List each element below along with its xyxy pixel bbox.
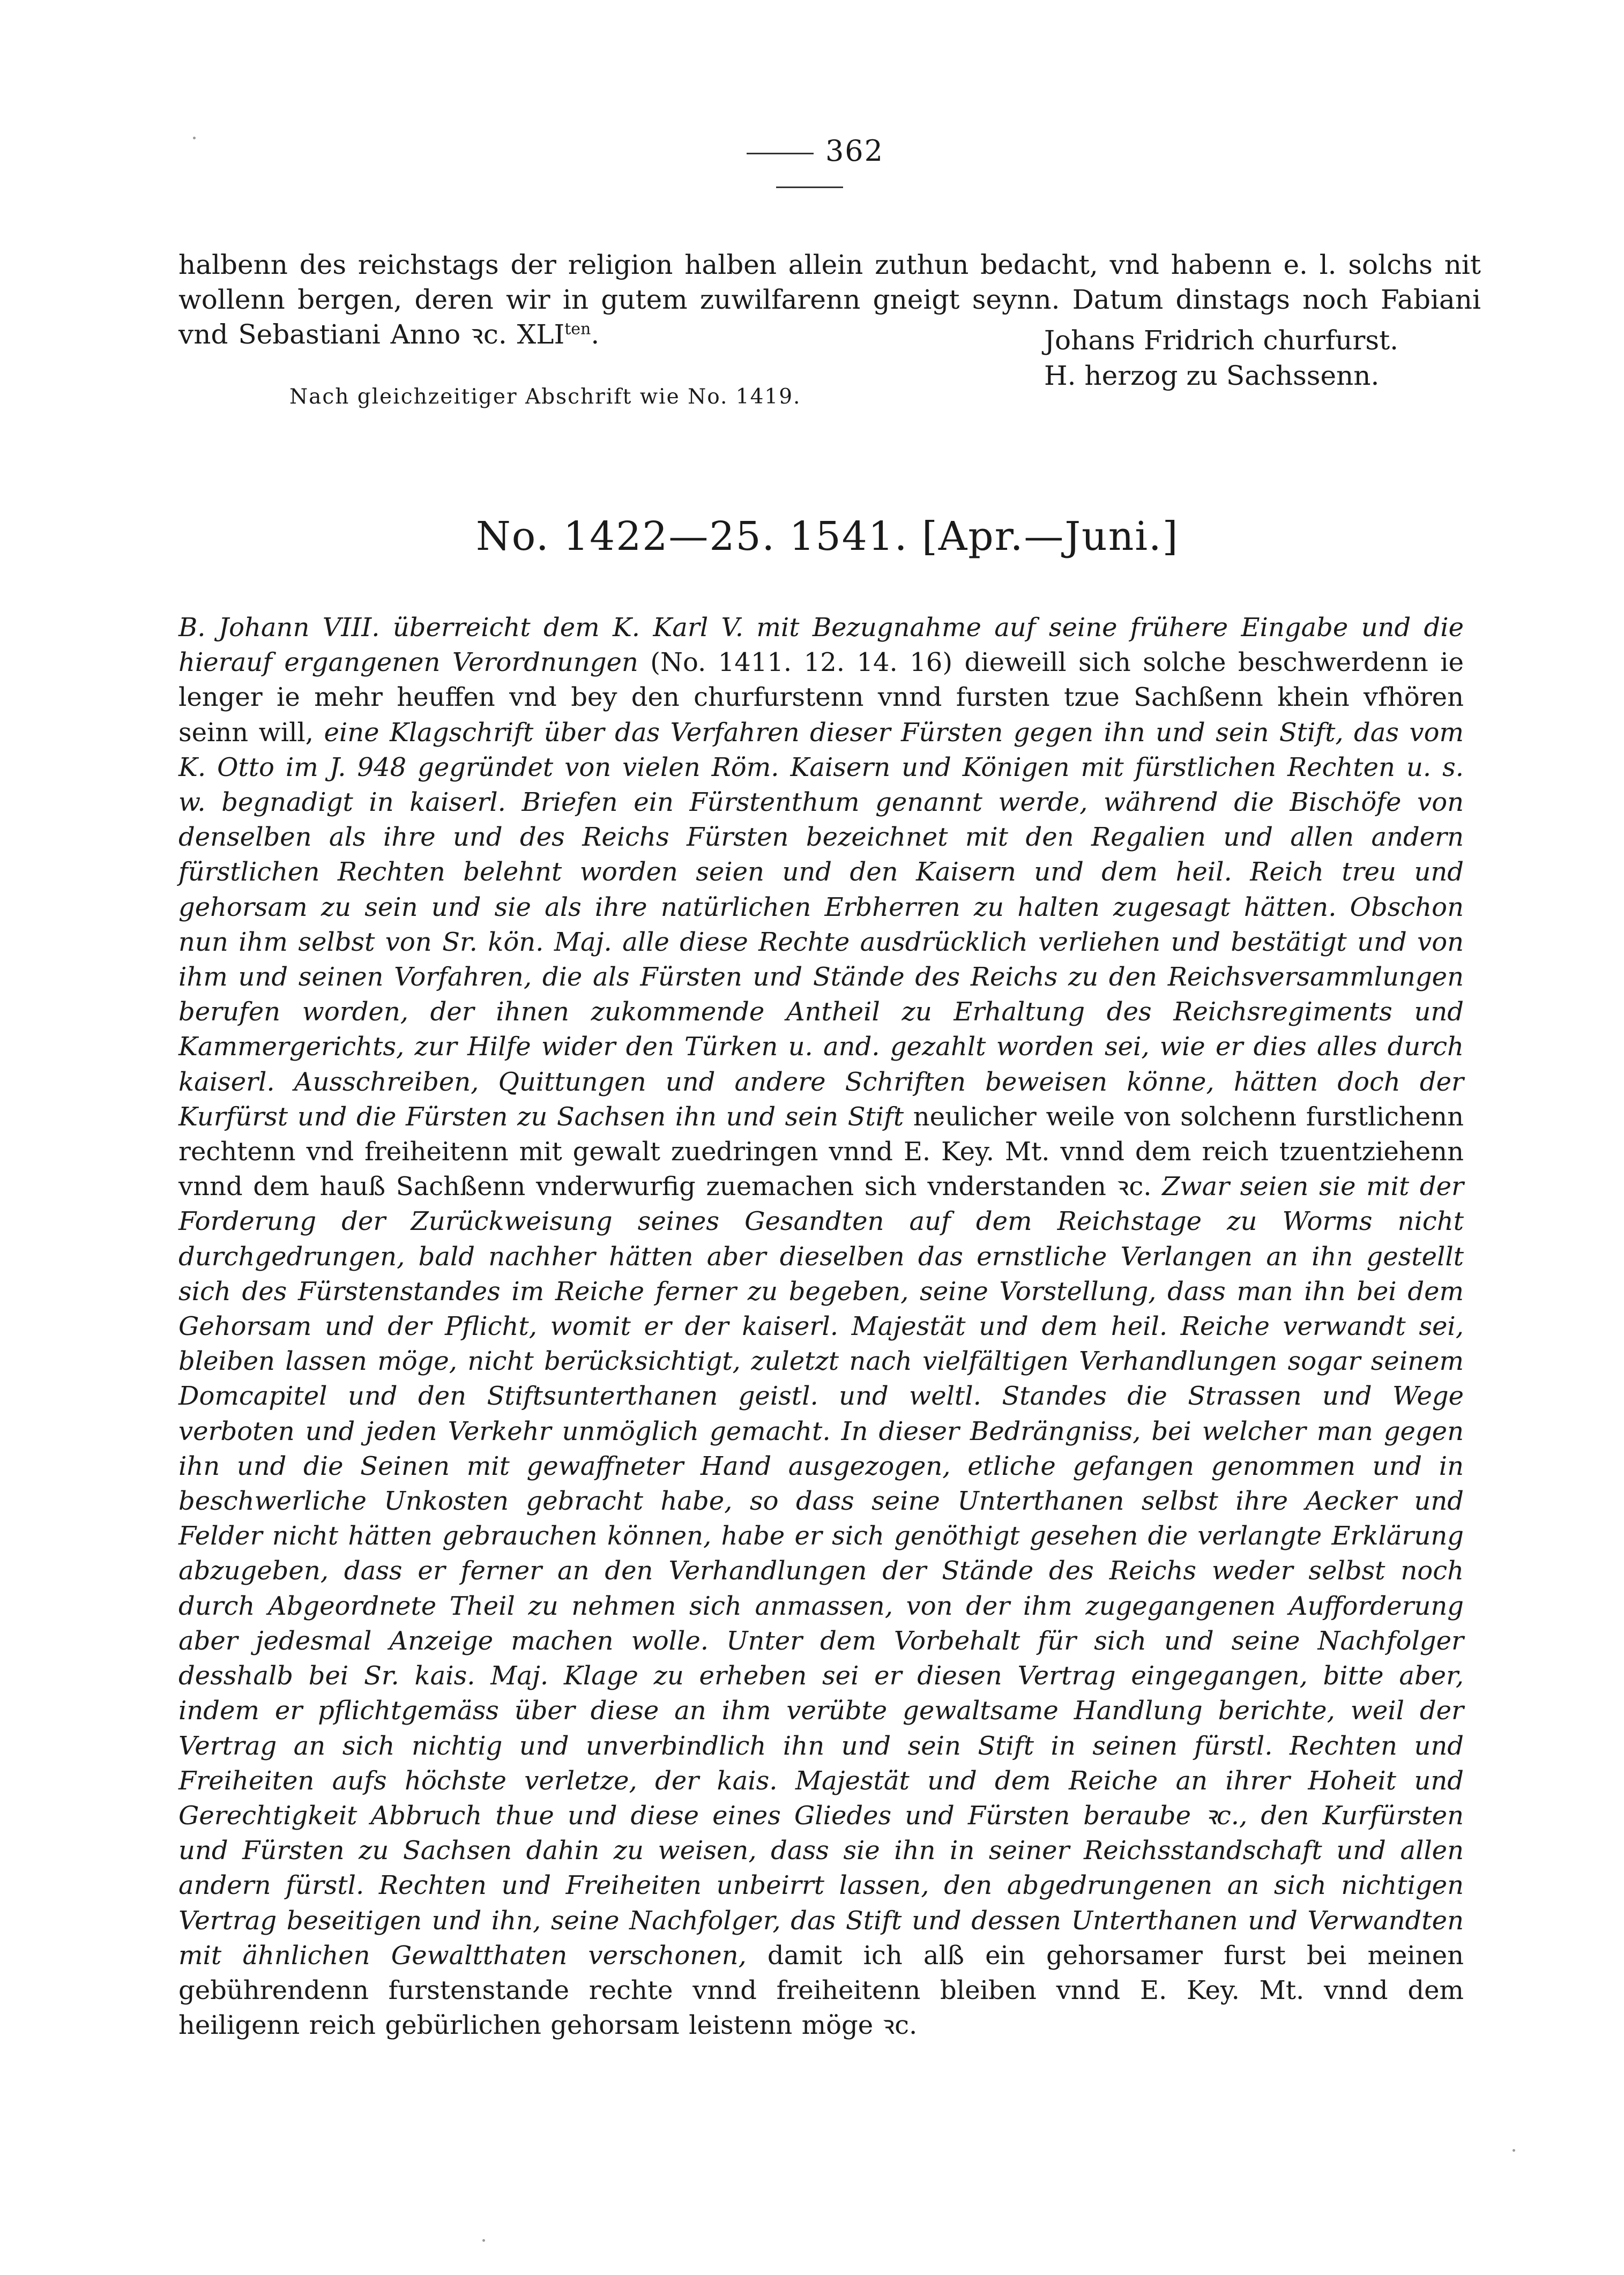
scan-speck	[1513, 2149, 1515, 2152]
signature-block	[1044, 323, 1398, 393]
body-segment-italic: B. Johann VIII. überreicht dem K. Karl V. mit Bezugnahme auf seine frühere Eingabe und die hierauf ergangenen Verordnungen	[178, 613, 1464, 678]
body-segment-italic: Zwar seien sie mit der Forderung der Zurückweisung seines Gesandten auf dem Reichstage zu Worms nicht durchgedrungen, bald nachher hätten aber dieselben das ernstliche Verlangen an ihn gestellt sich des Fürstenstandes im Reiche ferner zu begeben, seine Vorstellung, dass man ihn bei dem Gehorsam und der Pflicht, womit er der kaiserl. Majestät und dem heil. Reiche verwandt sei, bleiben lassen möge, nicht berücksichtigt, zuletzt nach vielfältigen Verhandlungen sogar seinem Domcapitel und den Stiftsunterthanen geistl. und weltl. Standes die Strassen und Wege verboten und jeden Verkehr unmöglich gemacht. In dieser Bedrängniss, bei welcher man gegen ihn und die Seinen mit gewaffneter Hand ausgezogen, etliche gefangen genommen und in beschwerliche Unkosten gebracht habe, so dass seine Unterthanen selbst ihre Aecker und Felder nicht hätten gebrauchen können, habe er sich genöthigt gesehen die verlangte Erklärung abzugeben, dass er ferner an den Verhandlungen der Stände des Reichs weder selbst noch durch Abgeordnete Theil zu nehmen sich anmassen, von der ihm zugegangenen Aufforderung aber jedesmal Anzeige machen wolle. Unter dem Vorbehalt für sich und seine Nachfolger desshalb bei Sr. kais. Maj. Klage zu erheben sei er diesen Vertrag eingegangen, bitte aber, indem er pflichtgemäss über diese an ihm verübte gewaltsame Handlung berichte, weil der Vertrag an sich nichtig und unverbindlich ihn und sein Stift in seinen fürstl. Rechten und Freiheiten aufs höchste verletze, der kais. Majestät und dem Reiche an ihrer Hoheit und Gerechtigkeit Abbruch thue und diese eines Gliedes und Fürsten beraube ꝛc., den Kurfürsten und Fürsten zu Sachsen dahin zu weisen, dass sie ihn in seiner Reichsstandschaft und allen andern fürstl. Rechten und Freiheiten unbeirrt lassen, den abgedrungenen an sich nichtigen Vertrag beseitigen und ihn, seine Nachfolger, das Stift und dessen Unterthanen und Verwandten mit ähnlichen Gewaltthaten verschonen,	[178, 1172, 1464, 1971]
scan-speck	[193, 137, 196, 139]
body-segment-italic: eine Klagschrift über das Verfahren dieser Fürsten gegen ihn und sein Stift, das vom K. Otto im J. 948 gegründet von vielen Röm. Kaisern und Königen mit fürstlichen Rechten u. s. w. begnadigt in kaiserl. Briefen ein Fürstenthum genannt werde, während die Bischöfe von denselben als ihre und des Reichs Fürsten bezeichnet mit den Regalien und allen andern fürstlichen Rechten belehnt worden seien und den Kaisern und dem heil. Reich treu und gehorsam zu sein und sie als ihre natürlichen Erbherren zu halten zugesagt hätten. Obschon nun ihm selbst von Sr. kön. Maj. alle diese Rechte ausdrücklich verliehen und bestätigt und von ihm und seinen Vorfahren, die als Fürsten und Stände des Reichs zu den Reichsversammlungen berufen worden, der ihnen zukommende Antheil zu Erhaltung des Reichsregiments und Kammergerichts, zur Hilfe wider den Türken u. and. gezahlt worden sei, wie er dies alles durch kaiserl. Ausschreiben, Quittungen und andere Schriften beweisen könne, hätten doch der Kurfürst und die Fürsten zu Sachsen ihn und sein Stift	[178, 717, 1464, 1132]
source-note: Nach gleichzeitiger Abschrift wie No. 1419.	[289, 385, 801, 409]
body-segment-roman: (No. 1411. 12. 14. 16) dieweill sich solche beschwerdenn ie lenger ie mehr heuffen vnd bey den churfurstenn vnnd fursten tzue Sachßenn khein vfhören seinn will,	[178, 647, 1464, 748]
page-number: 362	[825, 134, 884, 168]
signature-line-2: H. herzog zu Sachssenn.	[1044, 360, 1380, 391]
signature-line-1: Johans Fridrich churfurst.	[1044, 325, 1399, 356]
header-rule-right	[776, 187, 843, 188]
continued-letter-tail: .	[591, 319, 600, 350]
page-number-header	[697, 134, 922, 202]
continued-letter-text: halbenn des reichstags der religion halben allein zuthun bedacht, vnd habenn e. l. solchs nit wollenn bergen, deren wir in gutem zuwilfarenn gneigt seynn. Datum dinstags noch Fabiani vnd Sebastiani Anno ꝛc. XLI	[178, 249, 1481, 350]
scan-speck	[482, 2239, 485, 2242]
document-body-paragraph	[178, 610, 1464, 2043]
document-heading: No. 1422—25. 1541. [Apr.—Juni.]	[476, 513, 1179, 560]
header-rule-left	[747, 153, 814, 154]
superscript-ten: ten	[564, 319, 591, 339]
body-segment-roman: damit ich alß ein gehorsamer furst bei meinen gebührendenn furstenstande rechte vnnd freiheitenn bleiben vnnd E. Key. Mt. vnnd dem heiligenn reich gebürlichen gehorsam leistenn möge ꝛc.	[178, 1940, 1464, 2041]
body-segment-roman: neulicher weile von solchenn furstlichenn rechtenn vnd freiheitenn mit gewalt zuedringen vnnd E. Key. Mt. vnnd dem reich tzuentziehenn vnnd dem hauß Sachßenn vnderwurfig zuemachen sich vnderstanden ꝛc.	[178, 1101, 1464, 1202]
